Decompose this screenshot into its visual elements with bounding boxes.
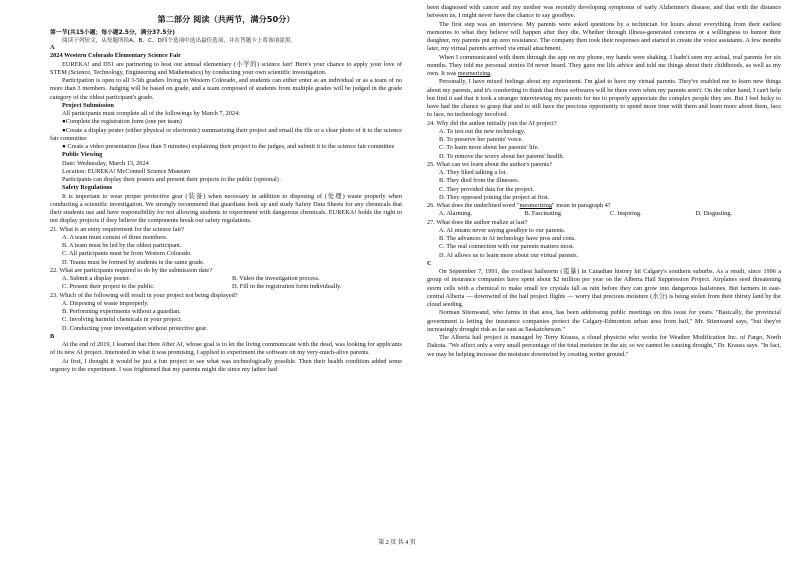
passage-a-letter: A	[50, 44, 55, 51]
answer-option: A. They liked talking a lot.	[439, 169, 507, 176]
passage-b-paragraph: At first, I thought it would be just a fun project to see what was technologically possible. Then their health condition added some urgency to the experiment. I was frightened that my parents might die since my father had	[50, 357, 402, 373]
bullet-item: ● Create a video presentation (less than 5 minutes) explaining their project to the judges, and submit it to the science fair committee	[62, 143, 395, 150]
answer-option: D. Disgusting.	[695, 210, 733, 218]
answer-option: C. All participants must be from Western Colorado.	[62, 250, 192, 258]
passage-b-paragraph: The first step was an interview. My parents were asked questions by a technician for hours about everything from their earliest memories to what they believe will happen after they die. Whether through illness-generated concerns or a willingness to humor their daughter, my parents put up zero resistance. The company then took their responses and started to create the voice assistants. A few months later, my virtual parents arrived via email attachment.	[427, 20, 781, 53]
passage-c-paragraph: On September 7, 1991, the costliest hailstorm (雹暴) in Canadian history hit Calgary's southern suburbs. As a result, since 1996 a group of insurance companies have spent about $2 million per year on the Alberta Hail Suppression Project. Airplanes seed threatening storm cells with a chemical to make small ice crystals fall as rain before they can grow into dangerous hailstones. But farmers in east-central Alberta — downwind of the hail project flights — worry that precious moisture (水分) is being stolen from their thirsty land by the cloud seeding.	[427, 268, 781, 308]
answer-option: D. AI allows us to learn more about our virtual parents.	[439, 251, 579, 259]
event-date: Date: Wednesday, March 13, 2024	[62, 159, 149, 167]
answer-option: C. The real connection with our parents matters most.	[439, 243, 575, 251]
answer-option: B. Fascinating.	[524, 210, 563, 218]
answer-option: B. Video the investigation process.	[232, 275, 320, 282]
section-instruction: 阅读下列短文，从每题所给A、B、C、D四个选项中选出最佳选项，并在答题卡上将该项涂黑。	[62, 38, 297, 44]
answer-option: D. To remove the worry about her parents' health.	[439, 152, 565, 160]
underlined-word: mesmerizing	[457, 70, 491, 77]
answer-option: D. Teams must be formed by students in the same grade.	[62, 258, 205, 266]
passage-c-paragraph: The Alberta hail project is managed by Terry Krauss, a cloud physicist who works for Weather Modification Inc. of Fargo, North Dakota. "We affect only a very small percentage of the total moisture in the air, so we cannot be causing drought," Dr. Krauss says. "In fact, we may be helping increase the moisture downwind by creating wetter ground."	[427, 334, 781, 358]
answer-option: D. They opposed joining the project at first.	[439, 193, 550, 201]
question-stem	[427, 202, 781, 210]
option-row	[50, 275, 402, 283]
passage-b-paragraph	[427, 54, 781, 79]
question-stem: 27. What does the author realize at last?	[427, 218, 528, 226]
page-number: 第 2 页 共 4 页	[378, 540, 416, 546]
answer-option: C. Present their project to the public.	[62, 283, 155, 291]
section-subheading: Public Viewing	[62, 151, 103, 159]
question-stem: 23. Which of the following will result in your project not being displayed?	[50, 291, 238, 299]
part-title: 第二部分 阅读（共两节，满分50分）	[157, 14, 295, 24]
question-text: " mean in paragraph 4?	[552, 202, 611, 209]
passage-b-paragraph: been diagnosed with cancer and my mother was recently developing symptoms of early Alzheimer's disease, and that with the distance between us, I might never have the chance to say goodbye.	[427, 4, 781, 20]
answer-option: A. AI means never saying goodbye to our parents.	[439, 226, 566, 234]
question-stem: 22. What are participants required to do by the submission date?	[50, 266, 212, 274]
answer-option: C. Inspiring.	[610, 210, 642, 218]
underlined-word: mesmerizing	[519, 202, 553, 209]
answer-option: C. Involving harmful chemicals in your project.	[62, 316, 183, 324]
question-stem: 24. Why did the author initially join the AI project?	[427, 119, 557, 127]
answer-option: C. To learn more about her parents' life.	[439, 144, 540, 152]
section-subheading: Safety Regulations	[62, 184, 113, 192]
question-stem: 21. What is an entry requirement for the science fair?	[50, 225, 185, 233]
answer-option: A. A team must consist of three members.	[62, 233, 168, 241]
passage-b-paragraph: Personally, I have mixed feelings about my experiment. I'm glad to have my virtual parents. They've enabled me to learn new things about my parents, and it's comforting to think that those softwares will be there even when my parents aren't. On the other hand, I can't help but find it sad that it took a stranger interviewing my parents for me to properly appreciate the complex people they are. But I feel lucky to have had the chance to grasp that and to still have the precious opportunity to spend more time with them and learn more about them, face to face, no technology involved.	[427, 78, 781, 119]
answer-option: B. A team must be led by the oldest participant.	[62, 242, 182, 249]
left-column	[50, 44, 402, 374]
answer-option: D. Fill in the registration form individually.	[232, 283, 342, 291]
event-location: Location: EUREKA! McConnell Science Museum	[62, 167, 191, 175]
answer-option: A. Disposing of waste improperly.	[62, 299, 149, 307]
passage-c-letter: C	[427, 259, 432, 267]
question-stem: 25. What can we learn about the author's parents?	[427, 160, 552, 168]
answer-option: A. Alarming.	[439, 210, 473, 218]
answer-option: D. Conducting your investigation without protective gear.	[62, 324, 208, 332]
option-row	[50, 283, 402, 291]
answer-option: B. They died from the illnesses.	[439, 177, 520, 185]
passage-a-paragraph: Participation is open to all 3-5th graders living in Western Colorado, and students can either enter as an individual or as a team of no more than 3 members. Judging will be based on grade, and a team composed of students from multiple grades will be judged in the grade category of the oldest participant's grade.	[50, 77, 402, 101]
passage-a-paragraph: EUREKA! and D51 are partnering to host our annual elementary (小学的) science fair! Here's your chance to apply your love of STEM (Science, Technology, Engineering and Mathematics) by conducting your own scientific investigation.	[50, 60, 402, 76]
paragraph-text: .	[490, 70, 492, 77]
paragraph-text: When I communicated with them through the app on my phone, my hands were shaking. I hadn't seen my actual, real parents for six months. They told me personal stories I'd never heard. They gave me life advice and told me things about their childhoods, as well as my own. It was	[427, 53, 781, 77]
answer-option: B. Performing experiments without a guardian.	[62, 308, 181, 315]
right-column	[427, 4, 781, 359]
passage-a-text: Participants can display their posters and present their projects to the public (optional) .	[62, 176, 282, 183]
answer-option: A. To test out the new technology.	[439, 127, 526, 135]
passage-a-text: All participants must complete all of the followings by March 7, 2024:	[62, 110, 241, 117]
answer-option: C. They provided data for the project.	[439, 185, 535, 193]
question-text: 26. What does the underlined word "	[427, 202, 520, 209]
section-heading: 第一节(共15小题；每小题2.5分，满分37.5分)	[50, 30, 175, 36]
answer-option: B. To preserve her parents' voice.	[439, 136, 523, 143]
passage-b-paragraph: At the end of 2019, I learned that Here After AI, whose goal is to let the living communicate with the dead, was looking for applicants of its new AI project. Interested in what it was promising, I applied to experiment the software on my very-much-alive parents.	[50, 341, 402, 357]
passage-a-title: 2024 Western Colorado Elementary Science Fair	[50, 52, 181, 60]
bullet-item: ●Create a display poster (either physical or electronic) summarizing their project and email the file or a clear photo of it to the science fair committee	[50, 126, 402, 142]
passage-a-paragraph: It is important to wear proper protective gear (装备) when necessary in addition to disposing of (处理) waste properly when conducting a scientific investigation. We strongly recommend that guardians look up and study Safety Data Sheets for any chemicals that their students use and have responsibility for not allowing students to experiment with dangerous chemicals. EUREKA! holds the right to not display projects if they believe the components break our safety regulations.	[50, 192, 402, 225]
section-subheading: Project Submission	[62, 101, 114, 109]
passage-b-letter: B	[50, 332, 55, 340]
passage-c-paragraph: Norman Stienwand, who farms in that area, has been addressing public meetings on this issue for years. "Basically, the provincial government is letting the insurance companies protect the Calgary-Edmonton urban area from hail," Mr. Stienwand says, "but they're increasingly drought risk as far east as Saskatchewan."	[427, 309, 781, 333]
option-row	[427, 210, 781, 218]
answer-option: B. The advances in AI technology have pros and cons.	[439, 235, 576, 242]
bullet-item: ●Complete the registration form (one per team)	[62, 118, 182, 126]
answer-option: A. Submit a display poster.	[62, 275, 131, 282]
